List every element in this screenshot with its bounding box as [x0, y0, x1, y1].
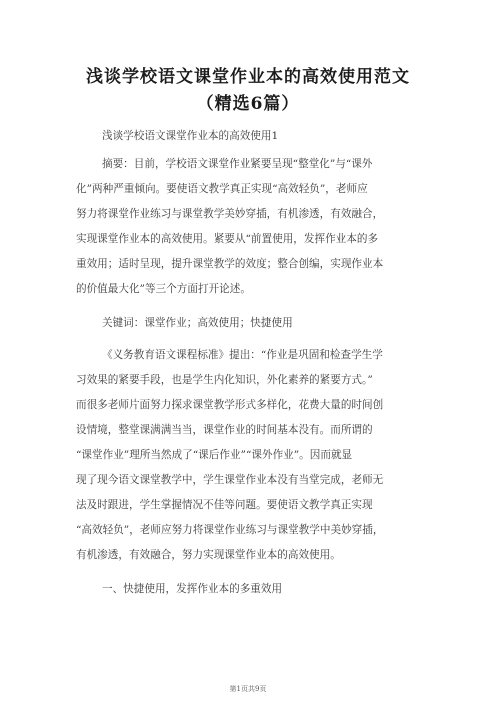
- page-footer: 第1页共9页: [229, 685, 267, 693]
- body-line: “高效轻负”，老师应努力将课堂作业练习与课堂教学中美妙穿插，: [76, 524, 384, 536]
- body-line: 习效果的紧要手段，也是学生内化知识，外化素养的紧要方式。”: [76, 374, 373, 386]
- section-heading-2: 一、快捷使用，发挥作业本的多重效用: [102, 583, 283, 595]
- document-title-line-2: （精选6篇）: [196, 94, 300, 114]
- body-line: 《义务教育语文课程标准》提出：“作业是巩固和检查学生学: [102, 349, 383, 361]
- abstract-line: 的价值最大化”等三个方面打开论述。: [76, 283, 251, 295]
- section-heading-1: 浅谈学校语文课堂作业本的高效使用1: [102, 130, 279, 142]
- body-line: 而很多老师片面努力探求课堂教学形式多样化，花费大量的时间创: [76, 399, 384, 411]
- abstract-line: 重效用；适时呈现，提升课堂教学的效度；整合创编，实现作业本: [76, 258, 384, 270]
- abstract-line: 摘要：目前，学校语文课堂作业紧要呈现“整堂化”与“课外: [102, 158, 373, 170]
- body-line: 设情境，整堂课满满当当，课堂作业的时间基本没有。而所谓的: [76, 424, 373, 436]
- document-title-line-1: 浅谈学校语文课堂作业本的高效使用范文: [86, 67, 410, 87]
- abstract-line: 努力将课堂作业练习与课堂教学美妙穿插，有机渗透，有效融合，: [76, 208, 384, 220]
- abstract-line: 实现课堂作业本的高效使用。紧要从“前置使用，发挥作业本的多: [76, 233, 379, 245]
- body-line: 现了现今语文课堂教学中，学生课堂作业本没有当堂完成，老师无: [76, 474, 384, 486]
- body-line: 法及时跟进，学生掌握情况不佳等问题。要使语文教学真正实现: [76, 499, 373, 511]
- keywords-line: 关键词：课堂作业；高效使用；快捷使用: [102, 317, 293, 329]
- body-line: 有机渗透，有效融合，努力实现课堂作业本的高效使用。: [76, 549, 341, 561]
- abstract-line: 化”两种严重倾向。要使语文教学真正实现“高效轻负”，老师应: [76, 183, 368, 195]
- body-line: “课堂作业”理所当然成了“课后作业”“课外作业”。因而就显: [76, 449, 353, 461]
